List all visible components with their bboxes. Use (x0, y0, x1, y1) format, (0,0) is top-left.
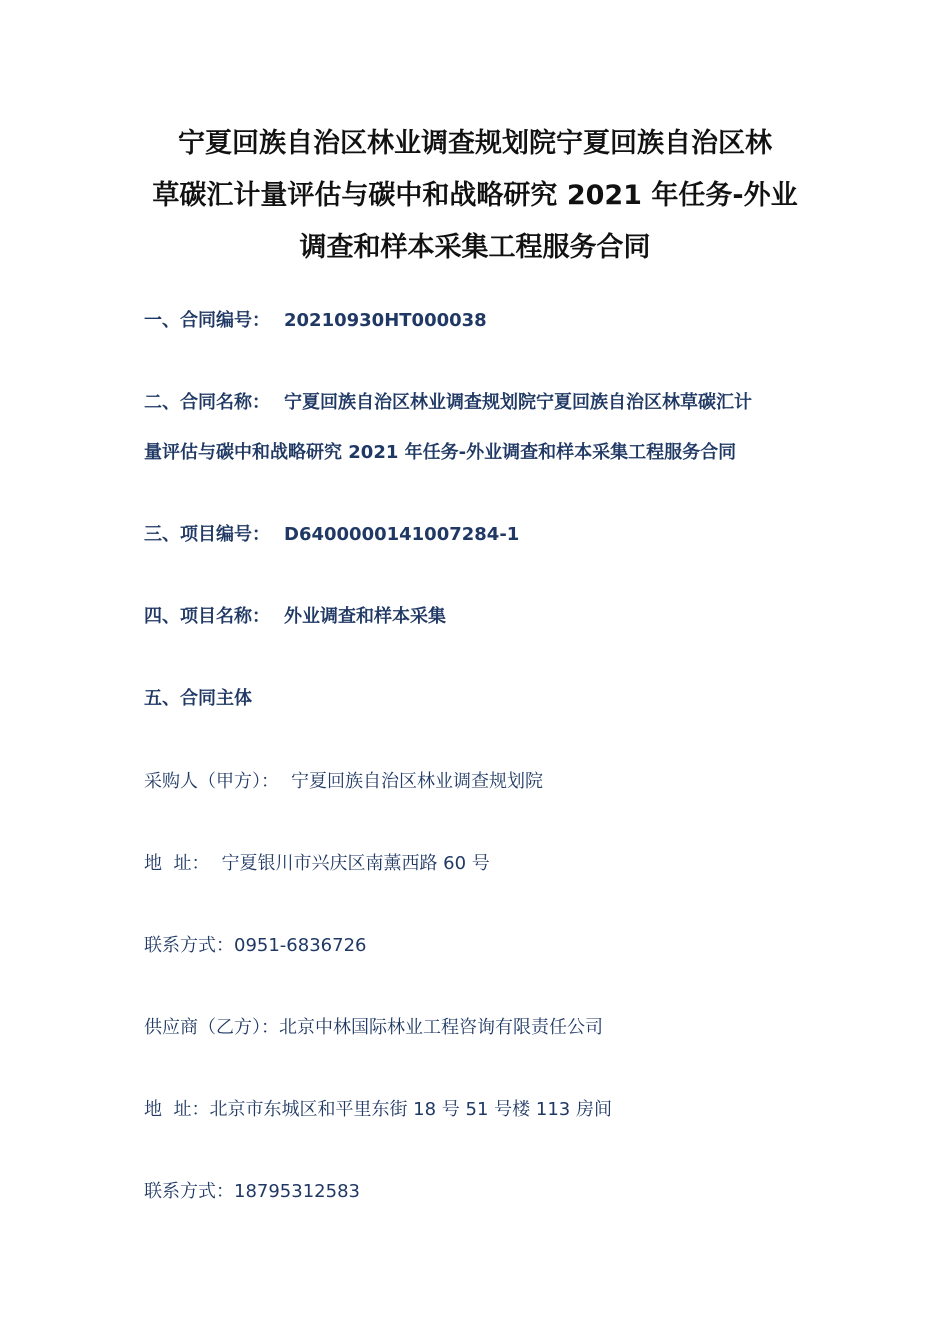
contract-name-row (144, 391, 752, 415)
contract-number-value: 20210930HT000038 (284, 310, 487, 331)
supplier-name: 北京中林国际林业工程咨询有限责任公司 (279, 1017, 603, 1038)
project-number-label: 三、项目编号： (144, 524, 270, 545)
purchaser-contact-row (144, 934, 366, 958)
purchaser-name: 宁夏回族自治区林业调查规划院 (291, 771, 543, 792)
contract-name-value-line2: 量评估与碳中和战略研究 2021 年任务-外业调查和样本采集工程服务合同 (144, 442, 737, 463)
contract-number-row (144, 309, 487, 333)
supplier-name-label: 供应商（乙方）： (144, 1017, 279, 1038)
supplier-name-row (144, 1016, 603, 1040)
document-title (120, 118, 830, 274)
purchaser-contact: 0951-6836726 (234, 935, 367, 956)
purchaser-name-label: 采购人（甲方）： (144, 771, 279, 792)
supplier-contact: 18795312583 (234, 1181, 360, 1202)
supplier-contact-label: 联系方式： (144, 1181, 234, 1202)
contract-name-value-line1: 宁夏回族自治区林业调查规划院宁夏回族自治区林草碳汇计 (284, 392, 752, 413)
contract-name-label: 二、合同名称： (144, 392, 270, 413)
project-number-value: D6400000141007284-1 (284, 524, 520, 545)
contract-number-label: 一、合同编号： (144, 310, 270, 331)
title-line-3: 调查和样本采集工程服务合同 (299, 232, 651, 263)
purchaser-contact-label: 联系方式： (144, 935, 234, 956)
project-number-row (144, 523, 519, 547)
purchaser-address-row (144, 852, 490, 876)
project-name-label: 四、项目名称： (144, 606, 270, 627)
supplier-address: 北京市东城区和平里东街 18 号 51 号楼 113 房间 (209, 1099, 612, 1120)
contract-name-continuation (144, 441, 736, 465)
supplier-address-row (144, 1098, 612, 1122)
supplier-contact-row (144, 1180, 360, 1204)
title-line-2: 草碳汇计量评估与碳中和战略研究 2021 年任务-外业 (152, 180, 798, 211)
contract-parties-label: 五、合同主体 (144, 688, 252, 709)
purchaser-address: 宁夏银川市兴庆区南薰西路 60 号 (221, 853, 490, 874)
purchaser-address-label: 地 址： (144, 853, 210, 874)
project-name-value: 外业调查和样本采集 (284, 606, 446, 627)
purchaser-name-row (144, 770, 543, 794)
supplier-address-label: 地 址： (144, 1099, 210, 1120)
contract-parties-heading (144, 687, 252, 711)
project-name-row (144, 605, 446, 629)
title-line-1: 宁夏回族自治区林业调查规划院宁夏回族自治区林 (178, 128, 772, 159)
